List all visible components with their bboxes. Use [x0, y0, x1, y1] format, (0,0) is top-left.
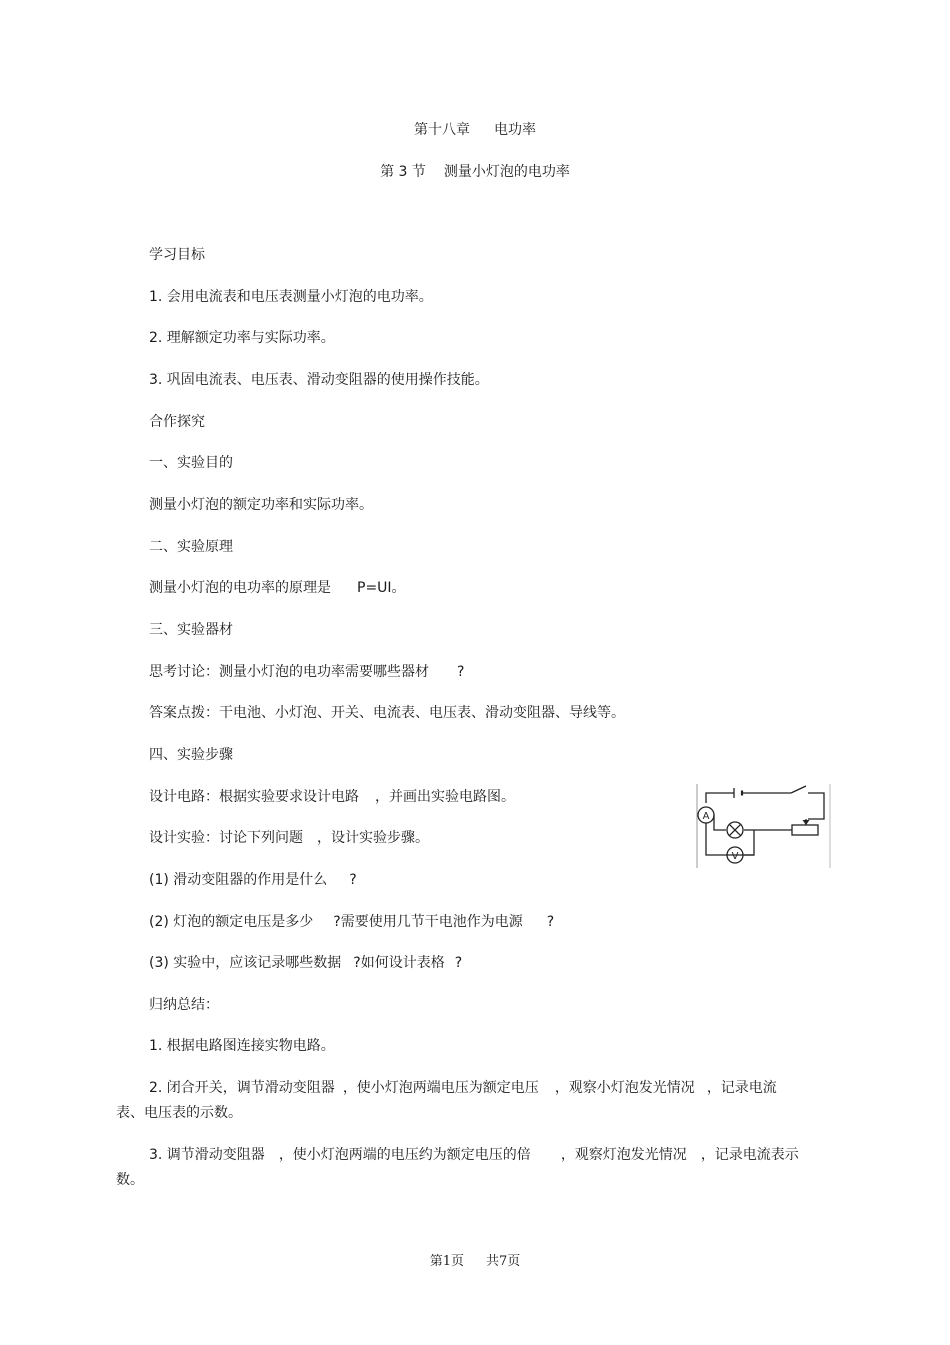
question-1-text: (1) 滑动变阻器的作用是什么 [149, 872, 328, 888]
question-2 [149, 912, 554, 932]
question-mark: ? [457, 664, 465, 680]
goal-item-2: 2. 理解额定功率与实际功率。 [149, 330, 335, 346]
rheostat-body [792, 825, 818, 835]
step-2-a: 2. 闭合开关，调节滑动变阻器 [149, 1080, 335, 1096]
chapter-name: 电功率 [494, 122, 536, 138]
heading-purpose: 一、实验目的 [149, 455, 233, 471]
summary-step-2-cont: 表、电压表的示数。 [116, 1105, 242, 1121]
circuit-diagram [696, 783, 832, 869]
page-total: 共7页 [486, 1254, 521, 1269]
design-circuit-b: ，并画出实验电路图。 [375, 789, 515, 805]
purpose-text: 测量小灯泡的额定功率和实际功率。 [149, 497, 373, 513]
step-3-c: ，观察灯泡发光情况 [560, 1147, 687, 1163]
answer-hint: 答案点拨：干电池、小灯泡、开关、电流表、电压表、滑动变阻器、导线等。 [149, 705, 625, 721]
circuit-wire-top [706, 793, 824, 819]
design-experiment-a: 设计实验：讨论下列问题 [149, 830, 303, 846]
chapter-number: 第十八章 [414, 122, 470, 138]
voltmeter-label: V [731, 851, 739, 862]
question-3-text: (3) 实验中，应该记录哪些数据 [149, 955, 342, 971]
design-circuit-a: 设计电路：根据实验要求设计电路 [149, 789, 359, 805]
heading-steps: 四、实验步骤 [149, 747, 233, 763]
question-2-text-b: ?需要使用几节干电池作为电源 [333, 914, 523, 930]
heading-summary: 归纳总结： [149, 997, 219, 1013]
step-3-a: 3. 调节滑动变阻器 [149, 1147, 265, 1163]
discussion-question [149, 662, 464, 682]
design-circuit [149, 787, 515, 807]
step-2-d: ，记录电流 [706, 1080, 777, 1096]
step-3-d: ，记录电流表示 [700, 1147, 799, 1163]
page-number: 第1页 [429, 1254, 464, 1269]
heading-principle: 二、实验原理 [149, 539, 233, 555]
goal-item-3: 3. 巩固电流表、电压表、滑动变阻器的使用操作技能。 [149, 372, 489, 388]
section-name: 测量小灯泡的电功率 [443, 164, 570, 180]
page-footer [0, 1252, 950, 1272]
summary-step-3-cont: 数。 [116, 1172, 144, 1188]
goal-item-1: 1. 会用电流表和电压表测量小灯泡的电功率。 [149, 289, 433, 305]
question-1 [149, 870, 357, 890]
step-2-c: ，观察小灯泡发光情况 [554, 1080, 695, 1096]
section-number: 第 3 节 [380, 164, 426, 180]
rheostat-arrow [803, 820, 810, 825]
ammeter-label: A [702, 811, 710, 822]
summary-step-3 [149, 1145, 799, 1165]
heading-materials: 三、实验器材 [149, 622, 233, 638]
question-2-text: (2) 灯泡的额定电压是多少 [149, 914, 314, 930]
principle-label: 测量小灯泡的电功率的原理是 [149, 580, 331, 596]
switch-blade [791, 786, 806, 793]
design-experiment [149, 828, 429, 848]
heading-cooperation: 合作探究 [149, 414, 205, 430]
question-3-text-b: ?如何设计表格 [353, 955, 445, 971]
design-experiment-b: ，设计实验步骤。 [317, 830, 429, 846]
circuit-wire-left [706, 823, 726, 855]
chapter-title [0, 120, 950, 140]
step-2-b: ，使小灯泡两端电压为额定电压 [342, 1080, 539, 1096]
step-3-b: ，使小灯泡两端的电压约为额定电压的倍 [278, 1147, 531, 1163]
question-mark: ? [454, 955, 463, 971]
circuit-wire-branch [714, 815, 792, 855]
section-title [0, 162, 950, 182]
question-mark: ? [349, 872, 357, 888]
principle-text [149, 578, 406, 598]
heading-learning-goals: 学习目标 [149, 247, 205, 263]
discussion-text: 思考讨论：测量小灯泡的电功率需要哪些器材 [149, 664, 429, 680]
question-mark: ? [546, 914, 555, 930]
summary-step-1: 1. 根据电路图连接实物电路。 [149, 1038, 335, 1054]
principle-formula: P=UI。 [357, 580, 406, 596]
question-3 [149, 953, 462, 973]
summary-step-2 [149, 1078, 777, 1098]
